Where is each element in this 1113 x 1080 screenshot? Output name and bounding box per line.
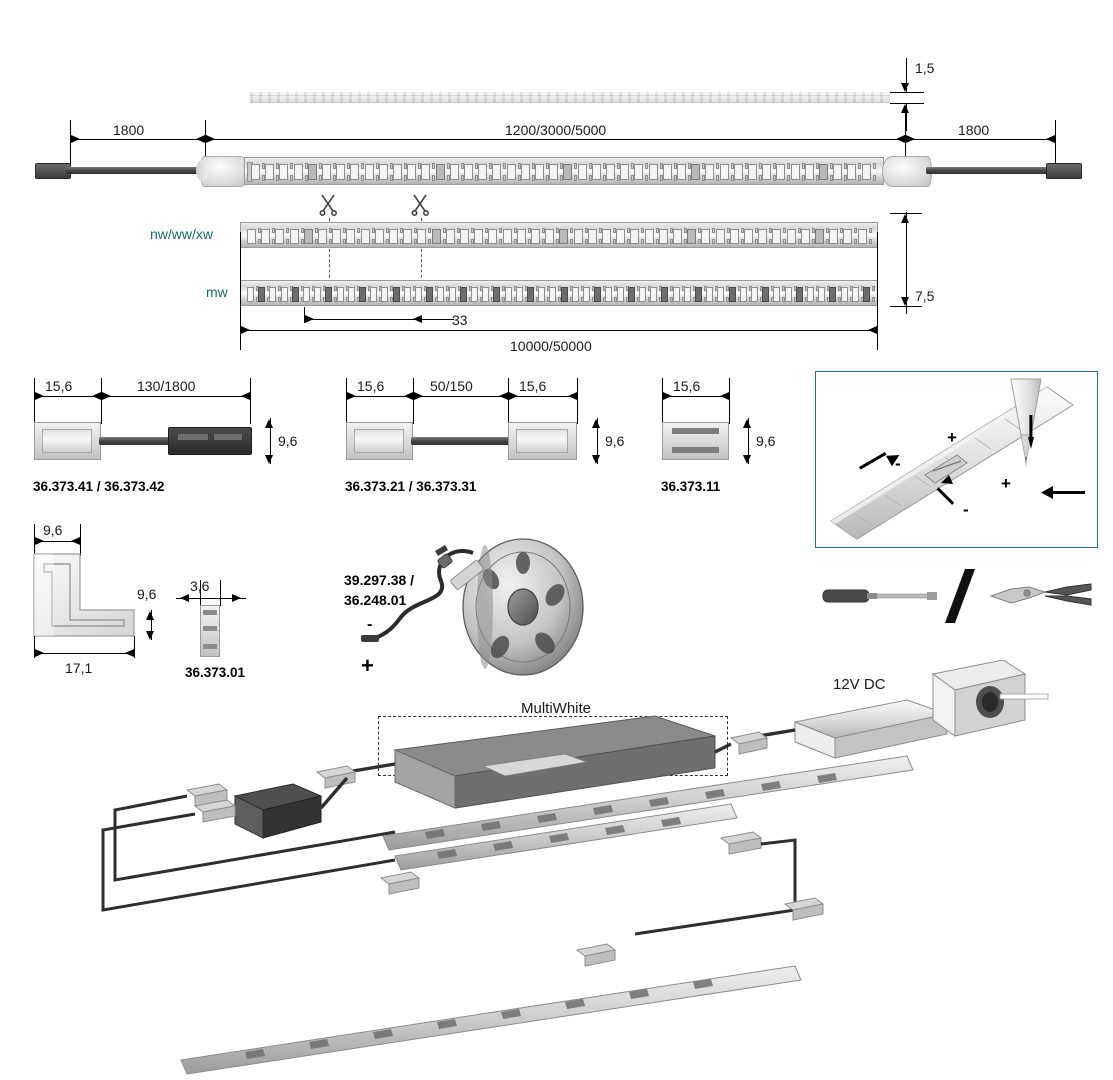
- corner-dim-top-label: 9,6: [43, 522, 63, 538]
- left-lead-cable: [66, 167, 206, 174]
- led-chip: [471, 287, 478, 302]
- g1-dim-b-arrow-l: [102, 392, 111, 400]
- g2-dim-a-line: [346, 396, 413, 397]
- led-chip: [304, 229, 313, 244]
- led-chip: [538, 287, 545, 302]
- led-chip: [389, 229, 398, 244]
- led-chip: [720, 164, 729, 180]
- led-chip: [829, 287, 836, 302]
- dim-label-right-lead: 1800: [958, 122, 990, 138]
- solder-plus-right: +: [1001, 474, 1011, 493]
- led-chip: [292, 287, 299, 302]
- clip-dim-arrow-r: [232, 594, 241, 602]
- led-chip: [337, 287, 344, 302]
- dim-label-strip-length: 1200/3000/5000: [505, 122, 607, 138]
- led-chip: [758, 229, 767, 244]
- led-chip: [449, 287, 456, 302]
- led-chip: [594, 287, 601, 302]
- led-chip: [275, 229, 284, 244]
- led-chip: [269, 287, 276, 302]
- led-chip: [858, 229, 867, 244]
- led-chip: [740, 287, 747, 302]
- dim-arrow-right-1800-a: [906, 135, 915, 143]
- solder-pad: [872, 297, 875, 302]
- led-chip: [751, 287, 758, 302]
- led-chip: [705, 164, 714, 180]
- led-strip-top: [244, 157, 884, 185]
- clip-part-detail-mid: [203, 626, 217, 631]
- led-chip: [265, 164, 274, 180]
- corner-dim-top-arrow-r: [71, 537, 80, 545]
- connector-36373-11-slot-top: [672, 428, 719, 434]
- connector-36373-41-plug: [168, 427, 252, 455]
- led-chip: [521, 164, 530, 180]
- g2-dim-a-label: 15,6: [357, 378, 385, 394]
- clip-part-detail-top: [203, 610, 217, 615]
- led-chip: [716, 229, 725, 244]
- led-chip: [482, 287, 489, 302]
- overall-arrow-right: [868, 326, 877, 334]
- g2-dim-c-label: 15,6: [519, 378, 547, 394]
- led-chip: [687, 229, 696, 244]
- connector-strip3-mid: [577, 944, 615, 966]
- led-array: [245, 158, 883, 184]
- dim-arrow-left-1800-a: [71, 135, 80, 143]
- led-chip: [730, 229, 739, 244]
- g2-dim-c-arrow-r: [568, 392, 577, 400]
- led-chip: [322, 164, 331, 180]
- led-chip: [684, 287, 691, 302]
- multiwhite-label: MultiWhite: [521, 700, 592, 717]
- led-chip: [628, 287, 635, 302]
- led-chip: [247, 229, 256, 244]
- corner-dim-right-arrow-u: [146, 611, 154, 620]
- overall-arrow-left: [241, 326, 250, 334]
- led-chip: [446, 229, 455, 244]
- led-chip: [464, 164, 473, 180]
- led-chip: [559, 229, 568, 244]
- right-lead-cable: [926, 167, 1050, 174]
- led-chip: [516, 287, 523, 302]
- led-chip: [602, 229, 611, 244]
- led-chip: [805, 164, 814, 180]
- g3-ext-2: [729, 378, 730, 424]
- mains-plug: [933, 660, 1048, 736]
- wiring-diagram: [95, 660, 1055, 1080]
- led-chip: [588, 229, 597, 244]
- led-chip: [847, 164, 856, 180]
- led-chip: [706, 287, 713, 302]
- led-chip: [691, 164, 700, 180]
- scissors-icon-left: [318, 192, 340, 221]
- led-chip: [695, 287, 702, 302]
- led-chip: [807, 287, 814, 302]
- g1-dim-a-arrow-l: [35, 392, 44, 400]
- pitch-label: 33: [452, 312, 468, 328]
- led-chip: [503, 229, 512, 244]
- led-chip: [393, 164, 402, 180]
- led-chip: [661, 287, 668, 302]
- dim-line-right-1800: [905, 139, 1055, 140]
- led-strip-nw: [240, 222, 878, 248]
- led-chip: [460, 287, 467, 302]
- led-chip: [650, 287, 657, 302]
- led-chip: [578, 164, 587, 180]
- corner-dim-top-arrow-l: [35, 537, 44, 545]
- led-chip: [617, 287, 624, 302]
- connector-pair-left: [187, 784, 235, 822]
- led-chip: [507, 164, 516, 180]
- pitch-dim-line: [304, 319, 454, 320]
- solder-pad: [869, 239, 872, 244]
- led-chip: [350, 164, 359, 180]
- label-nw-ww-xw: nw/ww/xw: [150, 226, 214, 242]
- led-chip: [478, 164, 487, 180]
- g2-ext-4: [577, 378, 578, 424]
- led-chip: [505, 287, 512, 302]
- led-chip: [361, 229, 370, 244]
- dim-arrow-center-b: [896, 135, 905, 143]
- led-chip: [791, 164, 800, 180]
- g1-dim-a-label: 15,6: [45, 378, 73, 394]
- right-lead-plug: [1046, 163, 1082, 179]
- g1-h-arrow-d: [265, 455, 273, 464]
- led-chip: [572, 287, 579, 302]
- led-chip: [531, 229, 540, 244]
- g1-ext-1: [34, 378, 35, 424]
- g1-dim-a-line: [34, 396, 101, 397]
- thickness-arrow-top: [901, 83, 909, 92]
- led-chip: [403, 229, 412, 244]
- led-chip: [432, 229, 441, 244]
- led-chip: [415, 287, 422, 302]
- height-arrow-top: [901, 214, 909, 223]
- part-number-36373-41-42: 36.373.41 / 36.373.42: [33, 479, 165, 494]
- height-label: 7,5: [915, 288, 935, 304]
- led-chip: [734, 164, 743, 180]
- led-array: [241, 223, 877, 247]
- led-chip: [663, 164, 672, 180]
- g3-dim-a-arrow-l: [663, 392, 672, 400]
- led-chip: [776, 164, 785, 180]
- g2-dim-b-label: 50/150: [430, 378, 473, 394]
- led-chip: [332, 229, 341, 244]
- wire-strip-link-right: [635, 840, 795, 934]
- clip-part-detail-bottom: [203, 644, 217, 649]
- part-number-reel-2: 36.248.01: [344, 592, 407, 608]
- connector-strip2-mid: [381, 872, 419, 894]
- connector-strip1-right: [721, 832, 761, 854]
- dim-line-left-1800: [70, 139, 205, 140]
- strip-side-view-detail: [250, 92, 890, 103]
- dim-arrow-center-a: [206, 135, 215, 143]
- thickness-ref-line-top: [890, 92, 924, 93]
- led-chip: [796, 287, 803, 302]
- pitch-arrow-left: [305, 315, 314, 323]
- led-chip: [359, 287, 366, 302]
- reel-with-lead: [355, 535, 600, 680]
- led-chip: [852, 287, 859, 302]
- g2-ext-3: [508, 378, 509, 424]
- led-chip: [785, 287, 792, 302]
- led-chip: [645, 229, 654, 244]
- led-chip: [370, 287, 377, 302]
- led-chip: [535, 164, 544, 180]
- g2-dim-c-line: [508, 396, 577, 397]
- g2-dim-b-line: [413, 396, 508, 397]
- g2-dim-a-arrow-r: [404, 392, 413, 400]
- led-chip: [819, 164, 828, 180]
- led-chip: [815, 229, 824, 244]
- led-chip: [620, 164, 629, 180]
- led-chip: [563, 164, 572, 180]
- connector-36373-11-slot-bottom: [672, 447, 719, 453]
- led-chip: [290, 229, 299, 244]
- connector-36373-41-left-detail: [42, 429, 92, 453]
- g2-h-arrow-d: [592, 455, 600, 464]
- g2-dim-c-arrow-l: [509, 392, 518, 400]
- led-chip: [606, 164, 615, 180]
- g3-dim-a-arrow-r: [720, 392, 729, 400]
- led-chip: [303, 287, 310, 302]
- led-chip: [450, 164, 459, 180]
- dimmer-box: [235, 784, 321, 838]
- led-chip: [729, 287, 736, 302]
- led-chip: [251, 164, 260, 180]
- g2-ext-1: [346, 378, 347, 424]
- connector-36373-41-cable: [99, 437, 171, 445]
- led-chip: [841, 287, 848, 302]
- g2-ext-2: [413, 378, 414, 424]
- dim-arrow-left-1800-b: [196, 135, 205, 143]
- led-chip: [488, 229, 497, 244]
- connector-psu-to-multiwhite: [731, 732, 767, 754]
- led-chip: [545, 229, 554, 244]
- connector-lower-right: [785, 898, 823, 920]
- dim-label-left-lead: 1800: [113, 122, 145, 138]
- corner-connector-36373-01: [30, 552, 150, 644]
- overall-length-label: 10000/50000: [510, 338, 592, 354]
- led-chip: [673, 287, 680, 302]
- led-chip: [393, 287, 400, 302]
- corner-ext-bottom-r: [134, 636, 135, 658]
- led-chip: [748, 164, 757, 180]
- g3-dim-a-label: 15,6: [673, 378, 701, 394]
- connector-36373-21-right-detail: [516, 429, 568, 453]
- corner-dim-right-label: 9,6: [137, 586, 157, 602]
- led-chip: [639, 287, 646, 302]
- reel-plus-symbol: +: [361, 653, 374, 678]
- g3-h-label: 9,6: [756, 433, 776, 449]
- led-chip: [649, 164, 658, 180]
- g2-dim-b-arrow-l: [414, 392, 423, 400]
- led-chip: [294, 164, 303, 180]
- led-chip: [677, 164, 686, 180]
- g1-ext-2: [101, 378, 102, 424]
- led-chip: [773, 287, 780, 302]
- led-chip: [493, 287, 500, 302]
- overall-ext-right: [877, 232, 878, 350]
- led-chip: [281, 287, 288, 302]
- led-chip: [549, 287, 556, 302]
- dim-line-strip-length: [205, 139, 905, 140]
- led-chip: [583, 287, 590, 302]
- solder-pad: [873, 175, 876, 181]
- g1-ext-3: [250, 378, 251, 424]
- led-chip: [436, 164, 445, 180]
- led-chip: [492, 164, 501, 180]
- connector-36373-41-plug-slot: [178, 434, 208, 440]
- led-chip: [336, 164, 345, 180]
- solder-pad: [869, 228, 872, 233]
- clip-ext-right: [220, 580, 221, 606]
- part-number-36373-11: 36.373.11: [661, 479, 721, 494]
- height-ref-bottom: [890, 306, 922, 307]
- led-chip: [460, 229, 469, 244]
- led-chip: [616, 229, 625, 244]
- connector-36373-41-plug-slot2: [214, 434, 242, 440]
- thickness-label: 1,5: [915, 60, 935, 76]
- g2-h-label: 9,6: [605, 433, 625, 449]
- led-chip: [379, 164, 388, 180]
- corner-dim-bottom-arrow-r: [125, 649, 134, 657]
- led-chip: [863, 287, 870, 302]
- g3-ext-1: [662, 378, 663, 424]
- solder-minus-bottom: -: [963, 500, 969, 519]
- part-number-36373-01: 36.373.01: [185, 665, 246, 680]
- solder-plus-top: +: [947, 428, 957, 447]
- led-chip: [314, 287, 321, 302]
- led-chip: [561, 287, 568, 302]
- connector-36373-21-cable: [411, 437, 510, 445]
- led-chip: [308, 164, 317, 180]
- led-chip: [426, 287, 433, 302]
- led-chip: [421, 164, 430, 180]
- led-chip: [318, 229, 327, 244]
- g2-h-arrow-u: [592, 419, 600, 428]
- g1-h-label: 9,6: [278, 433, 298, 449]
- system-led-strip-3: [181, 966, 801, 1074]
- clip-dim-label: 3,6: [190, 578, 210, 594]
- led-chip: [673, 229, 682, 244]
- g1-dim-b-label: 130/1800: [137, 378, 196, 394]
- overall-dim-line: [240, 330, 877, 331]
- led-chip: [772, 229, 781, 244]
- led-chip: [787, 229, 796, 244]
- label-mw: mw: [206, 284, 228, 300]
- led-chip: [527, 287, 534, 302]
- led-chip: [762, 164, 771, 180]
- led-chip: [630, 229, 639, 244]
- led-chip: [762, 287, 769, 302]
- g2-dim-b-arrow-r: [499, 392, 508, 400]
- connector-36373-21-left-detail: [354, 429, 404, 453]
- solder-minus-left: -: [895, 454, 901, 473]
- led-chip: [365, 164, 374, 180]
- left-sleeve-taper: [196, 160, 208, 181]
- led-chip: [517, 229, 526, 244]
- led-chip: [659, 229, 668, 244]
- voltage-label: 12V DC: [833, 676, 886, 693]
- led-chip: [744, 229, 753, 244]
- connector-multiwhite-input: [317, 766, 355, 788]
- led-chip: [843, 229, 852, 244]
- solder-illustration-graphic: [815, 371, 1098, 548]
- clip-dim-arrow-l: [180, 594, 189, 602]
- led-chip: [829, 229, 838, 244]
- led-chip: [717, 287, 724, 302]
- g2-dim-a-arrow-l: [347, 392, 356, 400]
- led-chip: [605, 287, 612, 302]
- led-chip: [407, 164, 416, 180]
- solder-pad: [872, 286, 875, 291]
- led-chip: [381, 287, 388, 302]
- led-chip: [701, 229, 710, 244]
- scissors-icon-right: [410, 192, 432, 221]
- led-chip: [404, 287, 411, 302]
- led-chip: [258, 287, 265, 302]
- corner-dim-bottom-line: [34, 653, 134, 654]
- led-array: [241, 281, 877, 305]
- led-chip: [279, 164, 288, 180]
- led-chip: [437, 287, 444, 302]
- led-chip: [592, 164, 601, 180]
- part-number-reel-1: 39.297.38 /: [344, 572, 415, 588]
- led-strip-mw: [240, 280, 878, 306]
- led-chip: [474, 229, 483, 244]
- led-chip: [801, 229, 810, 244]
- led-chip: [247, 287, 254, 302]
- corner-dim-right-arrow-d: [146, 631, 154, 640]
- led-chip: [634, 164, 643, 180]
- g3-h-arrow-d: [743, 455, 751, 464]
- power-supply-right: [795, 700, 947, 758]
- led-chip: [325, 287, 332, 302]
- led-chip: [261, 229, 270, 244]
- pitch-arrow-right: [413, 315, 422, 323]
- corner-dim-bottom-label: 17,1: [65, 660, 93, 676]
- dim-arrow-right-1800-b: [1046, 135, 1055, 143]
- led-chip: [862, 164, 871, 180]
- g1-dim-b-line: [101, 396, 250, 397]
- led-chip: [348, 287, 355, 302]
- g3-h-arrow-u: [743, 419, 751, 428]
- right-sleeve: [882, 156, 932, 187]
- led-chip: [375, 229, 384, 244]
- g1-dim-a-arrow-r: [92, 392, 101, 400]
- corner-dim-bottom-arrow-l: [35, 649, 44, 657]
- height-arrow-bottom: [901, 297, 909, 306]
- led-chip: [549, 164, 558, 180]
- reel-minus-symbol: -: [367, 616, 373, 633]
- led-chip: [833, 164, 842, 180]
- g1-h-arrow-u: [265, 419, 273, 428]
- led-chip: [417, 229, 426, 244]
- solder-pad: [873, 163, 876, 169]
- led-chip: [818, 287, 825, 302]
- tools-row: [815, 565, 1100, 627]
- g1-dim-b-arrow-r: [241, 392, 250, 400]
- part-number-36373-21-31: 36.373.21 / 36.373.31: [345, 479, 477, 494]
- led-chip: [346, 229, 355, 244]
- led-chip: [574, 229, 583, 244]
- g3-dim-a-line: [662, 396, 729, 397]
